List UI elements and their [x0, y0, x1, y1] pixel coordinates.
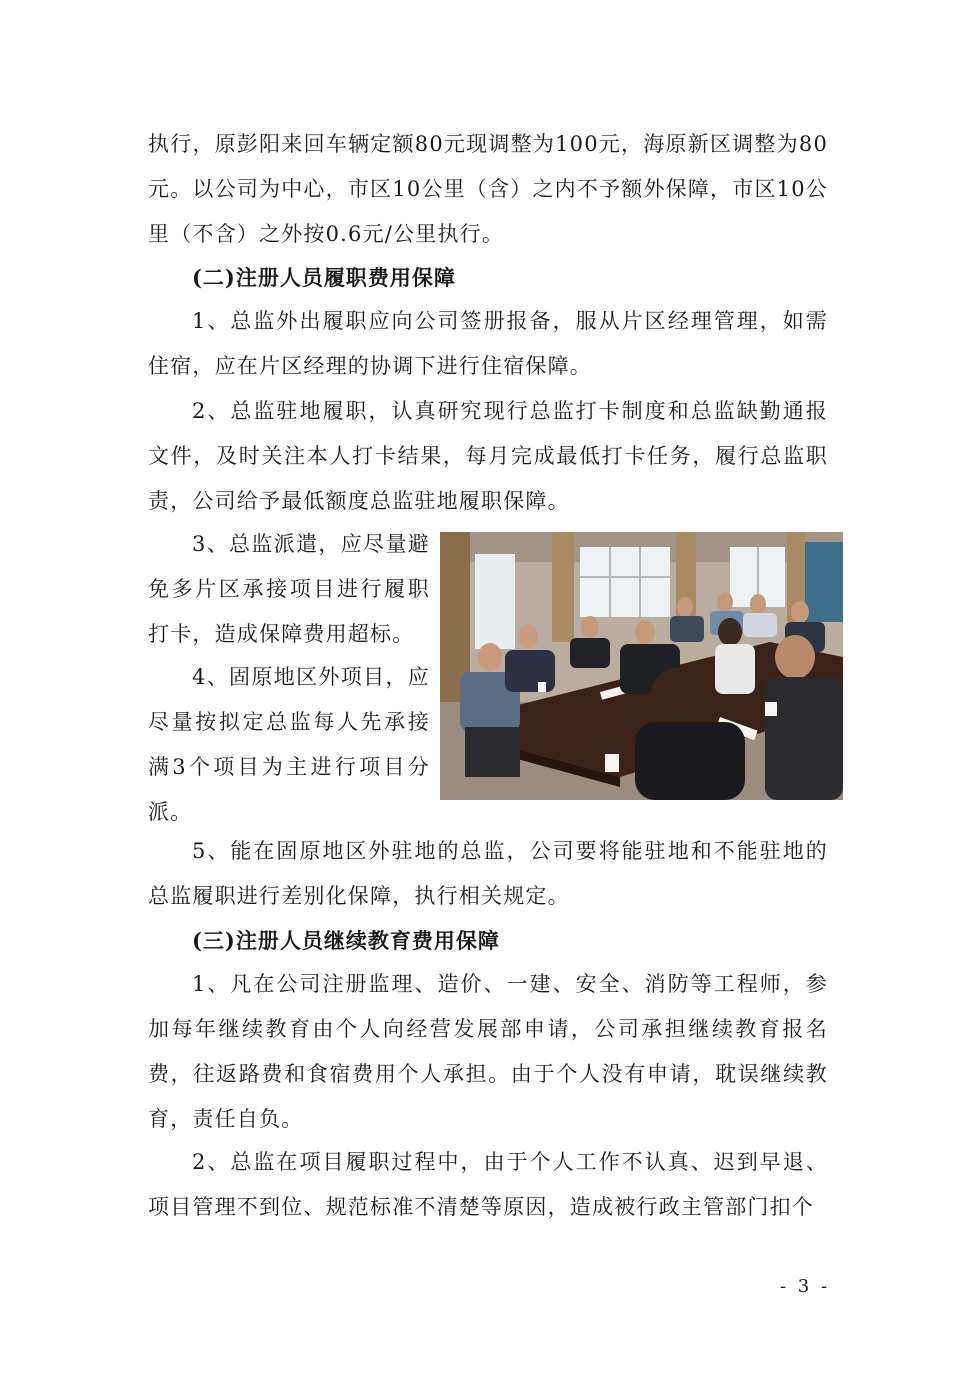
paragraph-2-5: 5、能在固原地区外驻地的总监，公司要将能驻地和不能驻地的总监履职进行差别化保障，执行相关规定。 — [148, 839, 828, 908]
page-number: - 3 - — [779, 1276, 831, 1297]
paragraph-2-3: 3、总监派遣，应尽量避免多片区承接项目进行履职打卡，造成保障费用超标。 — [148, 532, 430, 646]
meeting-photo — [440, 532, 843, 800]
paragraph-2-2: 2、总监驻地履职，认真研究现行总监打卡制度和总监缺勤通报文件，及时关注本人打卡结果，每月完成最低打卡任务，履行总监职责，公司给予最低额度总监驻地履职保障。 — [148, 399, 828, 513]
paragraph-2-4: 4、固原地区外项目，应尽量按拟定总监每人先承接满3个项目为主进行项目分派。 — [148, 665, 430, 824]
section-heading-3: (三)注册人员继续教育费用保障 — [192, 928, 500, 953]
paragraph-vehicle-quota: 执行，原彭阳来回车辆定额80元现调整为100元，海原新区调整为80元。以公司为中心，市区10公里（含）之内不予额外保障，市区10公里（不含）之外按0.6元/公里执行。 — [148, 132, 828, 246]
paragraph-2-1: 1、总监外出履职应向公司签册报备，服从片区经理管理，如需住宿，应在片区经理的协调下进行住宿保障。 — [148, 309, 828, 378]
section-heading-2: (二)注册人员履职费用保障 — [192, 265, 456, 290]
paragraph-3-1: 1、凡在公司注册监理、造价、一建、安全、消防等工程师，参加每年继续教育由个人向经营发展部申请，公司承担继续教育报名费，往返路费和食宿费用个人承担。由于个人没有申请，耽误继续教育，责任自负。 — [148, 972, 828, 1131]
paragraph-3-2: 2、总监在项目履职过程中，由于个人工作不认真、迟到早退、项目管理不到位、规范标准不清楚等原因，造成被行政主管部门扣个 — [148, 1150, 828, 1219]
